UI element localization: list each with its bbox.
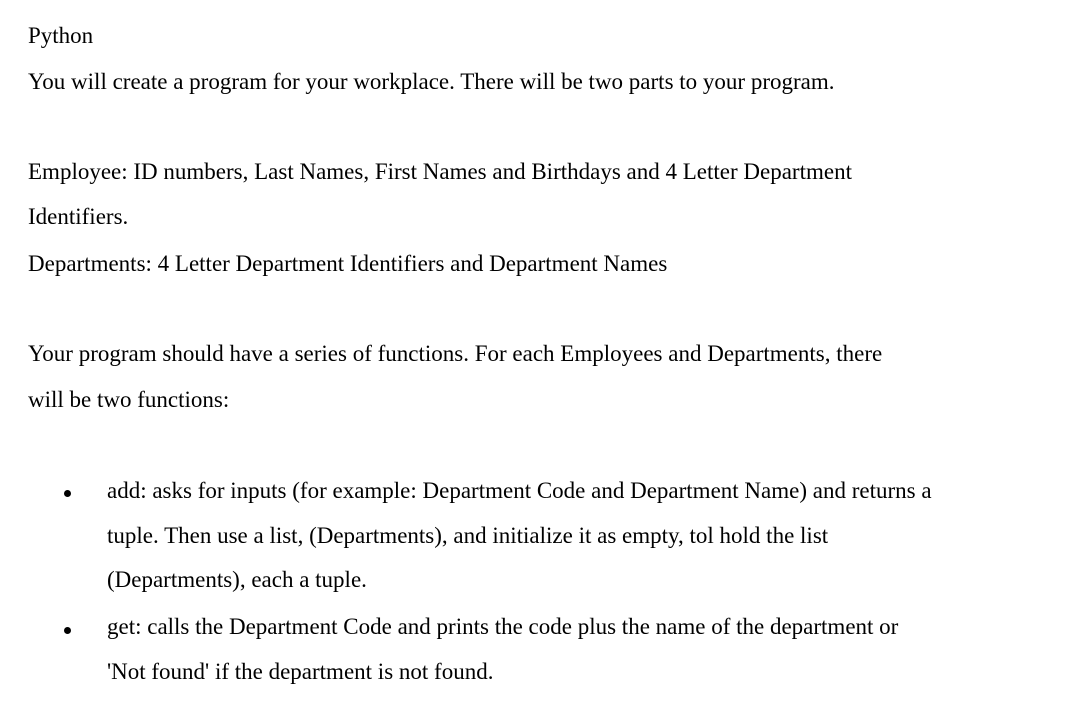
functions-paragraph-line-1: Your program should have a series of functions. For each Employees and Departments, there — [28, 341, 883, 366]
intro-paragraph: You will create a program for your workplace. There will be two parts to your program. — [28, 69, 835, 94]
document-title: Python — [28, 23, 94, 48]
bullet-get-line-1: get: calls the Department Code and prints the code plus the name of the department or — [107, 614, 899, 639]
bullet-add-line-2: tuple. Then use a list, (Departments), and initialize it as empty, tol hold the list — [107, 523, 829, 548]
bullet-dot-icon — [64, 490, 71, 497]
departments-paragraph: Departments: 4 Letter Department Identifiers and Department Names — [28, 251, 668, 276]
employee-paragraph-line-2: Identifiers. — [28, 204, 129, 229]
functions-paragraph-line-2: will be two functions: — [28, 387, 230, 412]
employee-paragraph-line-1: Employee: ID numbers, Last Names, First Names and Birthdays and 4 Letter Department — [28, 159, 852, 184]
bullet-add-line-1: add: asks for inputs (for example: Department Code and Department Name) and returns a — [107, 478, 932, 503]
bullet-add-line-3: (Departments), each a tuple. — [107, 567, 367, 592]
bullet-dot-icon — [64, 627, 71, 634]
bullet-get-line-2: 'Not found' if the department is not found. — [107, 659, 494, 684]
